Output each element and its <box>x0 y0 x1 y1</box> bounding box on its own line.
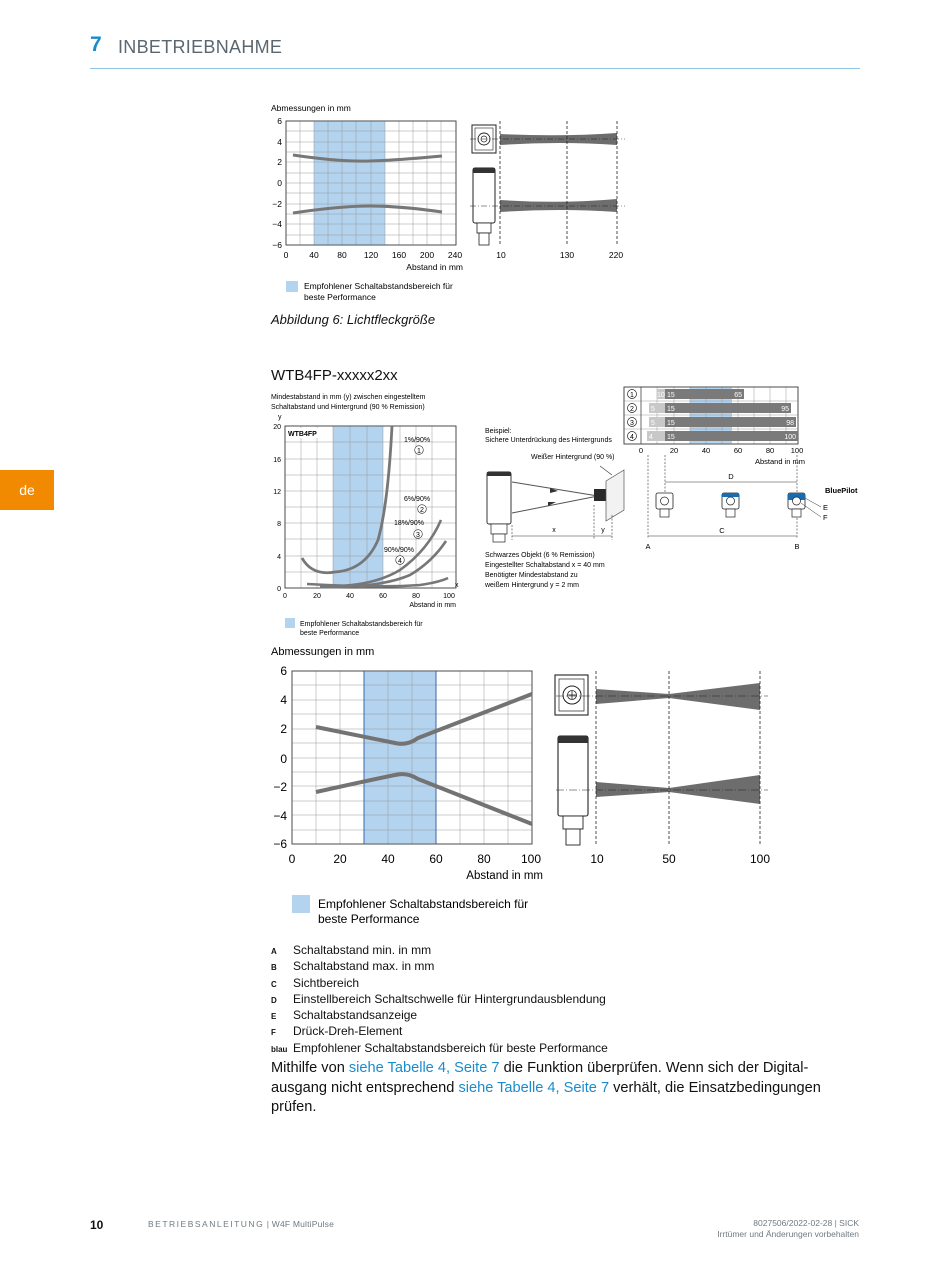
legend-item <box>271 1008 608 1024</box>
fig2-legend-line: Empfohlener Schaltabstandsbereich für <box>300 621 423 628</box>
fig2-y-tick: 12 <box>273 489 281 496</box>
fig2-curve-number: 2 <box>420 507 424 514</box>
fig3-sensor-front-icon <box>555 675 588 715</box>
footer-product: W4F MultiPulse <box>271 1219 335 1229</box>
example-note-line: Eingestellter Schaltabstand x = 40 mm <box>485 562 605 569</box>
fig3-right-tick: 100 <box>749 852 771 866</box>
example-background-label: Weißer Hintergrund (90 %) <box>531 454 615 461</box>
fig2-y-tick: 20 <box>273 424 281 431</box>
example-title-line: Beispiel: <box>485 428 512 435</box>
fig1-y-tick: 0 <box>277 178 282 188</box>
legend-item <box>271 1024 608 1040</box>
range-x-tick: 0 <box>638 446 644 455</box>
fig3-x-label: Abstand in mm <box>466 870 543 882</box>
fig3-y-tick: 0 <box>280 752 287 766</box>
footer-doc-id: 8027506/2022-02-28 | SICK <box>753 1218 859 1228</box>
example-note-line: Benötigter Mindestabstand zu <box>485 572 578 579</box>
fig1-right-tick: 10 <box>496 250 506 260</box>
fig1-right-tick: 220 <box>608 250 624 260</box>
fig1-dims-label: Abmessungen in mm <box>271 103 351 113</box>
fig1-y-tick: −2 <box>272 199 282 209</box>
fig1-beam-lower <box>500 199 617 212</box>
range-row-number: 3 <box>630 420 634 427</box>
fig2-x-axis-letter: x <box>455 582 459 589</box>
legend-item <box>271 943 608 959</box>
legend-key: A <box>271 947 277 956</box>
section-title: WTB4FP-xxxxx2xx <box>271 367 398 384</box>
fig2-x-tick: 60 <box>379 593 387 600</box>
legend-list <box>271 943 608 1057</box>
fig3-legend-line: Empfohlener Schaltabstandsbereich für <box>318 897 529 911</box>
fig2-curve-label: 90%/90% <box>384 547 414 554</box>
fig1-x-tick: 40 <box>309 250 319 260</box>
table-reference-link[interactable]: siehe Tabelle 4, Seite 7 <box>458 1079 610 1096</box>
fig2-curve-number: 1 <box>417 448 421 455</box>
fig1-grid <box>286 121 456 245</box>
fig2-legend-swatch <box>285 618 295 628</box>
body-paragraph <box>271 1059 861 1118</box>
fig3-x-tick: 100 <box>520 852 542 866</box>
fig1-y-tick: 2 <box>277 157 282 167</box>
range-row-label: 10 <box>657 392 665 399</box>
fig3-x-tick: 0 <box>288 852 296 866</box>
fig3-y-tick: 6 <box>280 664 287 678</box>
fig3-y-tick: −2 <box>273 780 287 794</box>
footer-document <box>148 1219 334 1229</box>
range-x-tick: 80 <box>765 446 775 455</box>
range-row-number: 2 <box>630 406 634 413</box>
fig2-title-line: Mindestabstand in mm (y) zwischen eingestelltem <box>271 394 426 401</box>
fig3-y-tick: −6 <box>273 837 287 851</box>
fig3-dims-label: Abmessungen in mm <box>271 646 375 658</box>
bluepilot-knob-icon <box>788 493 805 517</box>
fig3-y-tick: −4 <box>273 809 287 823</box>
fig2-x-tick: 20 <box>313 593 321 600</box>
fig2-curve-number: 3 <box>416 532 420 539</box>
fig1-legend-line: beste Performance <box>304 292 376 302</box>
chapter-title: INBETRIEBNAHME <box>118 37 283 57</box>
example-sensor-icon <box>487 472 511 542</box>
range-row-number: 1 <box>630 392 634 399</box>
page-number: 10 <box>90 1218 104 1232</box>
fig2-y-tick: 0 <box>277 586 281 593</box>
example-x-label: x <box>552 527 556 534</box>
fig2-legend-line: beste Performance <box>300 630 360 637</box>
range-row-label: 95 <box>781 406 789 413</box>
fig1-legend-swatch <box>286 281 298 292</box>
bluepilot-letter-a: A <box>645 542 651 551</box>
example-title-line: Sichere Unterdrückung des Hintergrunds <box>485 437 612 444</box>
bluepilot-label: BluePilot <box>825 486 858 495</box>
example-note-line: weißem Hintergrund y = 2 mm <box>485 582 579 589</box>
fig2-curve-label: 6%/90% <box>404 496 431 503</box>
fig1-y-tick: 4 <box>277 137 282 147</box>
bluepilot-letter-e: E <box>823 503 829 512</box>
fig3-x-tick: 80 <box>477 852 491 866</box>
fig3-sensor-side-icon <box>558 736 588 845</box>
fig1-y-tick: 6 <box>277 116 282 126</box>
fig1-x-tick: 0 <box>283 250 289 260</box>
legend-key: D <box>271 995 277 1005</box>
fig2-y-tick: 4 <box>277 554 281 561</box>
figure-caption: Abbildung 6: Lichtfleckgröße <box>271 312 436 327</box>
fig1-x-tick: 200 <box>419 250 435 260</box>
fig2-x-tick: 80 <box>412 593 420 600</box>
bluepilot-letter-f: F <box>823 513 828 522</box>
fig3-x-tick: 40 <box>381 852 395 866</box>
range-x-tick: 60 <box>733 446 743 455</box>
example-white-background <box>606 470 624 521</box>
range-x-tick: 100 <box>790 446 804 455</box>
figure-light-spot-size-large <box>0 640 950 935</box>
fig1-y-tick: −6 <box>272 240 282 250</box>
fig2-chart-tag: WTB4FP <box>288 431 317 438</box>
chapter-number: 7 <box>90 33 102 56</box>
range-row-label: 15 <box>667 434 675 441</box>
fig3-right-tick: 50 <box>662 852 676 866</box>
legend-text: Sichtbereich <box>293 975 360 990</box>
legend-item <box>271 959 608 975</box>
legend-item <box>271 992 608 1008</box>
para-text: verhält, die Einsatzbedingungen prüfen. <box>271 1079 821 1115</box>
fig2-curve-number: 4 <box>398 558 402 565</box>
fig3-beam-upper <box>596 683 760 710</box>
fig2-y-tick: 8 <box>277 521 281 528</box>
legend-text: Schaltabstand max. in mm <box>293 959 435 974</box>
bluepilot-knob-icon <box>656 493 673 517</box>
footer-separator: | <box>264 1219 272 1229</box>
fig2-y-tick: 16 <box>273 457 281 464</box>
range-x-tick: 20 <box>669 446 679 455</box>
range-x-tick: 40 <box>701 446 711 455</box>
range-row-label: 5 <box>651 420 655 427</box>
range-row-label: 15 <box>667 420 675 427</box>
legend-key: blau <box>271 1044 288 1054</box>
example-y-label: y <box>601 527 605 534</box>
language-tab[interactable]: de <box>0 470 54 510</box>
range-x-label: Abstand in mm <box>754 457 805 466</box>
fig1-right-tick: 130 <box>559 250 575 260</box>
fig1-y-tick: −4 <box>272 219 282 229</box>
legend-item <box>271 1041 608 1057</box>
fig1-x-tick: 80 <box>337 250 347 260</box>
range-row-label: 4 <box>649 434 653 441</box>
fig2-title-line: Schaltabstand und Hintergrund (90 % Remission) <box>271 404 425 411</box>
fig3-x-tick: 20 <box>333 852 347 866</box>
bluepilot-knob-icon <box>722 493 739 517</box>
fig2-x-label: Abstand in mm <box>409 602 456 609</box>
fig2-curve-label: 1%/90% <box>404 437 431 444</box>
fig3-legend-line: beste Performance <box>318 912 420 926</box>
legend-text: Einstellbereich Schaltschwelle für Hintergrundausblendung <box>293 991 606 1006</box>
fig1-legend-line: Empfohlener Schaltabstandsbereich für <box>304 281 453 291</box>
figure-light-spot-size <box>0 0 950 340</box>
footer-doc-type: BETRIEBSANLEITUNG <box>148 1219 265 1229</box>
range-row-label: 5 <box>651 406 655 413</box>
example-black-object <box>594 489 606 501</box>
fig1-sensor-side-icon <box>473 168 495 245</box>
legend-key: C <box>271 979 277 989</box>
fig2-x-tick: 0 <box>283 593 287 600</box>
range-row-label: 15 <box>667 392 675 399</box>
fig3-legend-swatch <box>292 895 310 913</box>
example-note-line: Schwarzes Objekt (6 % Remission) <box>485 552 595 559</box>
legend-key: B <box>271 963 277 973</box>
legend-text: Empfohlener Schaltabstandsbereich für beste Performance <box>293 1040 608 1055</box>
legend-key: E <box>271 1012 277 1022</box>
footer-disclaimer: Irrtümer und Änderungen vorbehalten <box>717 1229 859 1239</box>
legend-text: Schaltabstandsanzeige <box>293 1008 418 1023</box>
fig3-y-tick: 2 <box>280 722 287 736</box>
fig1-x-tick: 240 <box>447 250 463 260</box>
legend-text: Schaltabstand min. in mm <box>293 943 432 957</box>
range-row-label: 100 <box>784 434 796 441</box>
range-row-number: 4 <box>630 434 634 441</box>
fig3-recommended-band <box>364 671 436 844</box>
fig1-x-tick: 120 <box>363 250 379 260</box>
para-text: die Funktion überprüfen. Wenn sich der Digital-ausgang nicht entsprechend <box>271 1060 809 1096</box>
fig1-x-tick: 160 <box>391 250 407 260</box>
legend-item <box>271 976 608 992</box>
legend-text: Drück-Dreh-Element <box>293 1024 403 1039</box>
table-reference-link[interactable]: siehe Tabelle 4, Seite 7 <box>348 1060 500 1076</box>
footer-right <box>717 1218 859 1240</box>
fig2-curve-label: 18%/90% <box>394 520 424 527</box>
legend-key: F <box>271 1028 276 1038</box>
bluepilot-letter-d: D <box>728 472 734 481</box>
fig2-x-tick: 100 <box>443 593 455 600</box>
range-row-label: 98 <box>786 420 794 427</box>
bluepilot-letter-b: B <box>794 542 800 551</box>
fig2-y-axis-letter: y <box>278 414 282 421</box>
fig3-right-tick: 10 <box>590 852 604 866</box>
para-text: Mithilfe von <box>271 1060 349 1076</box>
fig3-y-tick: 4 <box>280 693 287 707</box>
range-row-label: 15 <box>667 406 675 413</box>
fig3-x-tick: 60 <box>429 852 443 866</box>
bluepilot-letter-c: C <box>719 526 725 535</box>
range-row-label: 65 <box>734 392 742 399</box>
fig3-beam-lower <box>596 775 760 804</box>
fig1-x-label: Abstand in mm <box>406 262 463 272</box>
figure-minimum-distance <box>0 385 950 645</box>
fig2-x-tick: 40 <box>346 593 354 600</box>
